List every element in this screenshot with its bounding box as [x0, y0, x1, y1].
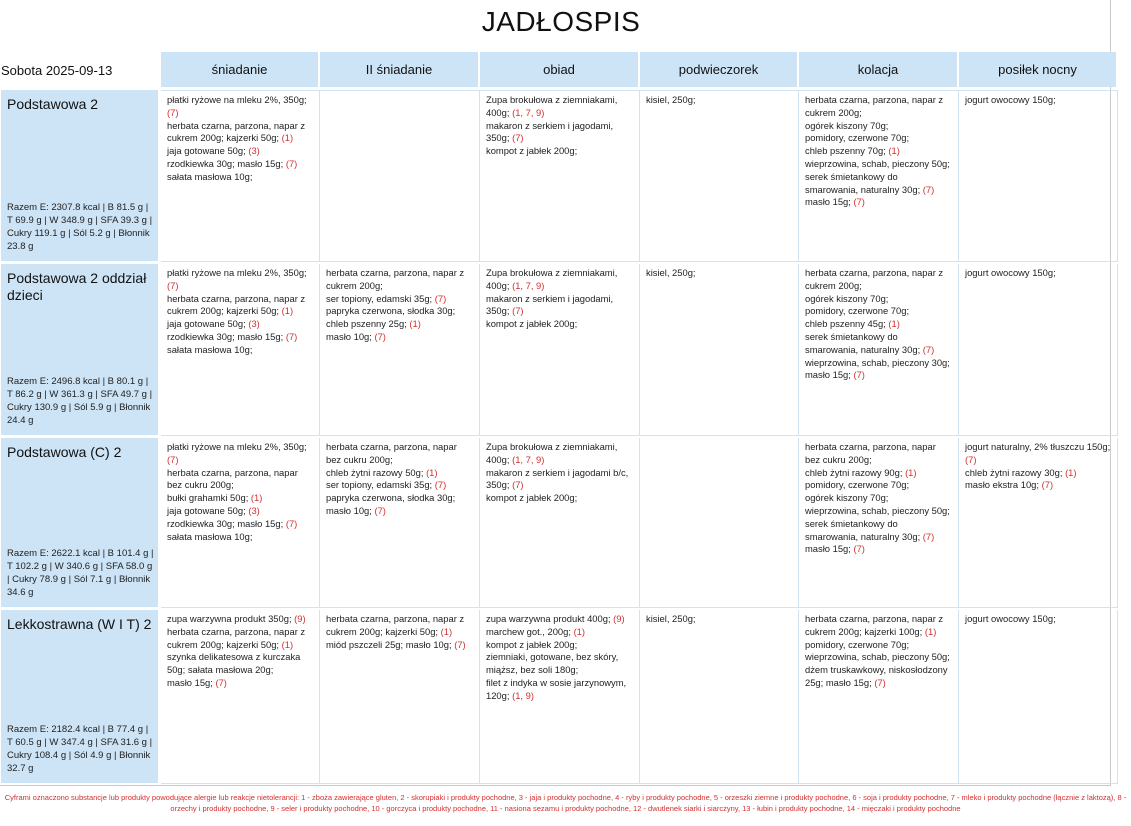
meal-item-text: zupa warzywna produkt 400g; — [486, 613, 611, 624]
meal-item-text: pomidory, czerwone 70g; — [805, 305, 910, 317]
allergen-code: (1) — [281, 132, 294, 144]
meal-item-text: herbata czarna, parzona, napar bez cukru 200g; — [326, 441, 457, 465]
meal-item-text: Zupa brokułowa z ziemniakami, 400g; — [486, 94, 618, 118]
allergen-code: (1) — [888, 318, 900, 330]
allergen-code: (1, 7, 9) — [512, 453, 545, 465]
meal-cell-kolacja — [799, 610, 959, 784]
meal-item-text: chleb pszenny 25g; — [326, 318, 407, 330]
meal-item-text: jaja gotowane 50g; — [167, 145, 246, 157]
diet-name: Podstawowa (C) 2 — [7, 444, 122, 460]
meal-item-text: sałata masłowa 10g; — [167, 530, 253, 542]
allergen-code: (1) — [905, 466, 917, 478]
allergen-code: (7) — [434, 292, 447, 304]
allergen-code: (3) — [248, 504, 260, 516]
allergen-code: (7) — [215, 676, 227, 688]
meal-item-text: chleb żytni razowy 50g; — [326, 466, 424, 478]
allergen-code: (7) — [512, 479, 524, 491]
diet-row-label — [1, 90, 158, 261]
diet-row-label — [1, 610, 158, 783]
meal-cell-ii-sniadanie — [320, 610, 480, 784]
allergen-code: (7) — [285, 157, 298, 169]
meal-item-text: Zupa brokułowa z ziemniakami, 400g; — [486, 267, 618, 291]
meal-item-text: płatki ryżowe na mleku 2%, 350g; — [167, 94, 307, 105]
meal-item-text: chleb pszenny 45g; — [805, 318, 886, 330]
meal-cell-kolacja — [799, 438, 959, 608]
meal-item-text: makaron z serkiem i jagodami, 350g; — [486, 292, 614, 317]
allergen-footnote: Cyframi oznaczono substancje lub produkty powodujące alergie lub reakcje nietolerancji: 1 - zboża zawierające gluten, 2 - skorupiaki i produkty pochodne, 3 - jaja i produkty pochodne, 4 - ryby i produkty pochodne, 5 - orzeszki ziemne i produkty pochodne, 6 - soja i produkty pochodne, 7 - mleko i produkty pochodne (łącznie z laktozą), 8 - orzechy i produkty pochodne, 9 - seler i produkty pochodne, 10 - gorczyca i produkty pochodne, 11 - nasiona sezamu i produkty pochodne, 12 - dwutlenek siarki i siarczyny, 13 - łubin i produkty pochodne, 14 - mięczaki i produkty pochodne — [4, 793, 1127, 813]
meal-item-text: jogurt naturalny, 2% tłuszczu 150g; — [965, 441, 1111, 452]
allergen-code: (7) — [1041, 479, 1054, 491]
meal-item-text: marchew got., 200g; — [486, 625, 571, 637]
allergen-code: (7) — [512, 305, 524, 317]
meal-item-text: serek śmietankowy do smarowania, naturalny 30g; — [805, 330, 921, 355]
allergen-code: (9) — [613, 613, 625, 624]
allergen-code: (1) — [1065, 466, 1077, 478]
meal-item-text: jogurt owocowy 150g; — [965, 94, 1056, 105]
meal-item-text: ogórek kiszony 70g; — [805, 292, 889, 304]
meal-cell-sniadanie — [161, 610, 320, 784]
diet-nutrition-summary: Razem E: 2622.1 kcal | B 101.4 g | T 102.2 g | W 340.6 g | SFA 58.0 g | Cukry 78.9 g | Sól 7.1 g | Błonnik 34.6 g — [7, 548, 154, 598]
diet-row-label — [1, 264, 158, 435]
meal-cell-posilek-nocny — [959, 610, 1118, 784]
meal-cell-ii-sniadanie — [320, 90, 480, 262]
meal-cell-kolacja — [799, 90, 959, 262]
page-title: JADŁOSPIS — [481, 6, 641, 37]
meal-item-text: herbata czarna, parzona, napar bez cukru 200g; — [167, 466, 298, 491]
diet-nutrition-summary: Razem E: 2182.4 kcal | B 77.4 g | T 60.5 g | W 347.4 g | SFA 31.6 g | Cukry 108.4 g | Sól 4.9 g | Błonnik 32.7 g — [7, 724, 153, 774]
meal-item-text: herbata czarna, parzona, napar z cukrem 200g; kajzerki 100g; — [805, 613, 944, 637]
meal-item-text: herbata czarna, parzona, napar z cukrem 200g; kajzerki 50g; — [167, 119, 306, 144]
allergen-code: (1) — [409, 318, 421, 330]
meal-cell-sniadanie — [161, 90, 320, 262]
meal-item-text: ser topiony, edamski 35g; — [326, 292, 433, 304]
allergen-code: (7) — [454, 638, 466, 650]
meal-cell-kolacja — [799, 264, 959, 436]
meal-item-text: herbata czarna, parzona, napar z cukrem 200g; kajzerki 50g; — [167, 625, 306, 650]
allergen-code: (1) — [281, 305, 294, 317]
allergen-code: (7) — [874, 676, 886, 688]
meal-item-text: wieprzowina, schab, pieczony 50g; — [805, 157, 950, 169]
column-header-obiad: obiad — [480, 52, 638, 87]
allergen-code: (7) — [853, 196, 865, 208]
allergen-code: (3) — [248, 318, 260, 330]
meal-item-text: chleb pszenny 70g; — [805, 145, 886, 157]
diet-name: Lekkostrawna (W I T) 2 — [7, 616, 152, 632]
column-header-ii-sniadanie: II śniadanie — [320, 52, 478, 87]
meal-cell-posilek-nocny — [959, 438, 1118, 608]
diet-nutrition-summary: Razem E: 2307.8 kcal | B 81.5 g | T 69.9 g | W 348.9 g | SFA 39.3 g | Cukry 119.1 g | Sól 5.2 g | Błonnik 23.8 g — [7, 202, 153, 252]
meal-item-text: kompot z jabłek 200g; — [486, 638, 578, 650]
menu-date: Sobota 2025-09-13 — [1, 63, 113, 78]
meal-item-text: herbata czarna, parzona, napar z cukrem 200g; kajzerki 50g; — [167, 292, 306, 317]
meal-cell-podwieczorek — [640, 90, 799, 262]
meal-cell-obiad — [480, 90, 640, 262]
allergen-code: (1) — [440, 625, 453, 637]
meal-item-text: masło 15g; — [167, 676, 213, 688]
meal-item-text: wieprzowina, schab, pieczony 50g; — [805, 504, 950, 516]
meal-item-text: jogurt owocowy 150g; — [965, 267, 1056, 278]
meal-item-text: wieprzowina, schab, pieczony 30g; masło 15g; — [805, 356, 950, 381]
allergen-code: (7) — [922, 343, 935, 355]
meal-item-text: masło 15g; — [805, 543, 851, 555]
meal-item-text: herbata czarna, parzona, napar z cukrem 200g; — [326, 267, 465, 291]
meal-cell-podwieczorek — [640, 264, 799, 436]
meal-item-text: kompot z jabłek 200g; — [486, 492, 578, 504]
meal-item-text: masło 10g; — [326, 504, 372, 516]
meal-item-text: masło 10g; — [326, 330, 372, 342]
meal-item-text: chleb żytni razowy 90g; — [805, 466, 903, 478]
allergen-code: (1) — [426, 466, 438, 478]
meal-cell-podwieczorek — [640, 610, 799, 784]
meal-item-text: rzodkiewka 30g; masło 15g; — [167, 330, 284, 342]
allergen-code: (7) — [167, 453, 179, 465]
meal-cell-posilek-nocny — [959, 90, 1118, 262]
meal-item-text: herbata czarna, parzona, napar bez cukru 200g; — [805, 441, 936, 465]
allergen-code: (1, 7, 9) — [512, 279, 545, 291]
allergen-code: (1, 7, 9) — [512, 106, 545, 118]
meal-cell-podwieczorek — [640, 438, 799, 608]
meal-item-text: ogórek kiszony 70g; — [805, 119, 889, 131]
meal-item-text: makaron z serkiem i jagodami b/c, 350g; — [486, 466, 629, 491]
allergen-code: (1, 9) — [512, 689, 534, 701]
diet-name: Podstawowa 2 — [7, 96, 99, 112]
meal-item-text: wieprzowina, schab, pieczony 50g; — [805, 651, 950, 663]
meal-item-text: dżem truskawkowy, niskosłodzony 25g; masło 15g; — [805, 664, 948, 688]
meal-item-text: filet z indyka w sosie jarzynowym, 120g; — [486, 676, 627, 701]
allergen-code: (1) — [573, 625, 586, 637]
diet-row-label — [1, 438, 158, 607]
diet-name: Podstawowa 2 oddział dzieci — [7, 270, 147, 303]
allergen-code: (7) — [922, 183, 935, 195]
meal-cell-sniadanie — [161, 264, 320, 436]
meal-item-text: szynka delikatesowa z kurczaka 50g; sałata masłowa 20g; — [167, 651, 301, 676]
meal-item-text: masło ekstra 10g; — [965, 479, 1039, 491]
meal-item-text: herbata czarna, parzona, napar z cukrem 200g; — [805, 267, 944, 291]
allergen-code: (7) — [374, 330, 386, 342]
meal-item-text: rzodkiewka 30g; masło 15g; — [167, 157, 284, 169]
meal-cell-posilek-nocny — [959, 264, 1118, 436]
allergen-code: (9) — [294, 613, 306, 624]
meal-item-text: kisiel, 250g; — [646, 94, 696, 105]
meal-item-text: Zupa brokułowa z ziemniakami, 400g; — [486, 441, 618, 465]
allergen-code: (7) — [434, 479, 447, 491]
meal-item-text: serek śmietankowy do smarowania, naturalny 30g; — [805, 170, 921, 195]
meal-item-text: bułki grahamki 50g; — [167, 492, 249, 504]
allergen-code: (7) — [167, 106, 179, 118]
meal-item-text: płatki ryżowe na mleku 2%, 350g; — [167, 441, 307, 452]
meal-item-text: pomidory, czerwone 70g; — [805, 479, 910, 491]
allergen-code: (7) — [853, 543, 865, 555]
meal-item-text: herbata czarna, parzona, napar z cukrem 200g; — [805, 94, 944, 118]
meal-item-text: jogurt owocowy 150g; — [965, 613, 1056, 624]
meal-cell-obiad — [480, 264, 640, 436]
meal-item-text: kompot z jabłek 200g; — [486, 318, 578, 330]
allergen-code: (7) — [167, 279, 179, 291]
column-header-kolacja: kolacja — [799, 52, 957, 87]
meal-item-text: pomidory, czerwone 70g; — [805, 132, 910, 144]
meal-item-text: kompot z jabłek 200g; — [486, 145, 578, 157]
meal-item-text: płatki ryżowe na mleku 2%, 350g; — [167, 267, 307, 278]
meal-item-text: makaron z serkiem i jagodami, 350g; — [486, 119, 614, 144]
meal-item-text: jaja gotowane 50g; — [167, 318, 246, 330]
allergen-code: (7) — [922, 530, 935, 542]
meal-item-text: papryka czerwona, słodka 30g; — [326, 492, 456, 504]
meal-item-text: ogórek kiszony 70g; — [805, 492, 889, 504]
meal-cell-sniadanie — [161, 438, 320, 608]
meal-item-text: zupa warzywna produkt 350g; — [167, 613, 292, 624]
meal-cell-ii-sniadanie — [320, 438, 480, 608]
meal-cell-ii-sniadanie — [320, 264, 480, 436]
meal-item-text: kisiel, 250g; — [646, 613, 696, 624]
allergen-code: (7) — [285, 517, 298, 529]
meal-item-text: miód pszczeli 25g; masło 10g; — [326, 638, 452, 650]
allergen-code: (7) — [374, 504, 386, 516]
meal-item-text: kisiel, 250g; — [646, 267, 696, 278]
meal-item-text: ziemniaki, gotowane, bez skóry, miąższ, bez soli 180g; — [486, 651, 619, 676]
allergen-code: (7) — [853, 369, 865, 381]
allergen-code: (1) — [888, 145, 900, 157]
column-header-sniadanie: śniadanie — [161, 52, 318, 87]
allergen-code: (3) — [248, 145, 260, 157]
allergen-code: (7) — [285, 330, 298, 342]
diet-nutrition-summary: Razem E: 2496.8 kcal | B 80.1 g | T 86.2 g | W 361.3 g | SFA 49.7 g | Cukry 130.9 g | Sól 5.9 g | Błonnik 24.4 g — [7, 376, 153, 426]
meal-cell-obiad — [480, 610, 640, 784]
meal-item-text: rzodkiewka 30g; masło 15g; — [167, 517, 284, 529]
column-header-podwieczorek: podwieczorek — [640, 52, 797, 87]
meal-item-text: chleb żytni razowy 30g; — [965, 466, 1063, 478]
allergen-code: (1) — [924, 625, 937, 637]
allergen-code: (7) — [512, 132, 524, 144]
meal-item-text: herbata czarna, parzona, napar z cukrem 200g; kajzerki 50g; — [326, 613, 465, 637]
meal-item-text: papryka czerwona, słodka 30g; — [326, 305, 456, 317]
meal-cell-obiad — [480, 438, 640, 608]
meal-item-text: sałata masłowa 10g; — [167, 170, 253, 182]
meal-item-text: pomidory, czerwone 70g; — [805, 638, 910, 650]
meal-item-text: sałata masłowa 10g; — [167, 343, 253, 355]
allergen-code: (1) — [281, 638, 294, 650]
column-header-posilek-nocny: posiłek nocny — [959, 52, 1116, 87]
meal-item-text: serek śmietankowy do smarowania, naturalny 30g; — [805, 517, 921, 542]
allergen-code: (7) — [965, 453, 977, 465]
meal-item-text: ser topiony, edamski 35g; — [326, 479, 433, 491]
meal-item-text: masło 15g; — [805, 196, 851, 208]
meal-item-text: jaja gotowane 50g; — [167, 504, 246, 516]
allergen-code: (1) — [250, 492, 263, 504]
